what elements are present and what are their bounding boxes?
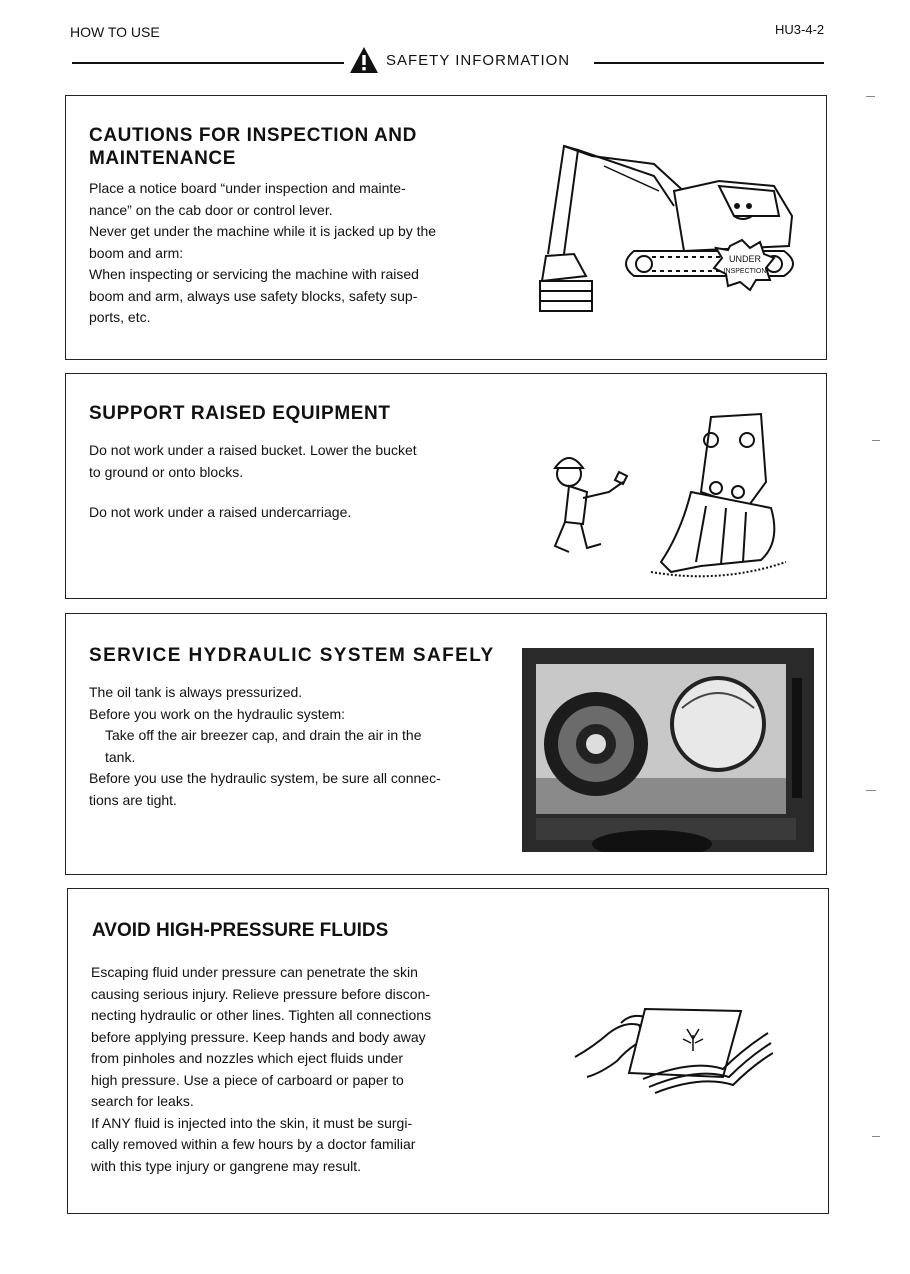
body-line: Before you work on the hydraulic system:: [89, 705, 346, 722]
section-service-hydraulic: [65, 613, 827, 875]
section-heading: SAFETY INFORMATION: [386, 52, 571, 69]
body-line-spacer: [89, 483, 417, 502]
body-line: high pressure. Use a piece of carboard or paper to: [91, 1071, 404, 1088]
body-line: boom and arm, always use safety blocks, safety sup-: [89, 287, 418, 304]
body-line: nance” on the cab door or control lever.: [89, 201, 333, 218]
section-title: [89, 124, 417, 170]
body-line: If ANY fluid is injected into the skin, it must be surgi-: [91, 1114, 413, 1131]
illustration-label: INSPECTION: [723, 268, 767, 275]
raised-bucket-illustration: [531, 412, 791, 582]
section-title: [89, 402, 391, 425]
section-support-raised-equipment: [65, 373, 827, 599]
body-line: The oil tank is always pressurized.: [89, 684, 303, 700]
leak-test-illustration: [573, 999, 773, 1095]
header-rule-left: [72, 62, 344, 64]
body-line: Place a notice board “under inspection and mainte-: [89, 180, 406, 196]
body-line: Take off the air breezer cap, and drain the air in the: [105, 727, 422, 743]
title-line: AVOID HIGH-PRESSURE FLUIDS: [92, 920, 389, 941]
body-line: from pinholes and nozzles which eject fluids under: [91, 1050, 404, 1066]
hydraulic-tank-photo: [522, 648, 814, 852]
section-body: [91, 962, 431, 1177]
body-line: tank.: [105, 748, 136, 765]
body-line: Do not work under a raised bucket. Lower the bucket: [89, 442, 417, 458]
section-body: [89, 682, 441, 811]
header-rule-right: [594, 62, 824, 64]
scan-mark: [866, 96, 875, 97]
title-line: MAINTENANCE: [89, 148, 236, 169]
body-line: Do not work under a raised undercarriage.: [89, 504, 352, 520]
scan-mark: [872, 1136, 880, 1137]
section-body: [89, 440, 417, 524]
scan-mark: [872, 440, 880, 441]
section-title: [92, 919, 388, 942]
body-line: Never get under the machine while it is jacked up by the: [89, 223, 437, 239]
title-line: CAUTIONS FOR INSPECTION AND: [89, 125, 417, 146]
excavator-illustration: [534, 136, 814, 316]
title-line: SERVICE HYDRAULIC SYSTEM SAFELY: [89, 645, 495, 666]
scan-mark: [866, 790, 876, 791]
section-body: [89, 178, 436, 329]
section-title: [89, 644, 495, 667]
section-inspection-maintenance: [65, 95, 827, 360]
title-line: SUPPORT RAISED EQUIPMENT: [89, 403, 391, 424]
body-line: ports, etc.: [89, 309, 151, 325]
body-line: with this type injury or gangrene may result.: [91, 1157, 362, 1174]
body-line: before applying pressure. Keep hands and body away: [91, 1028, 426, 1045]
header-left-label: HOW TO USE: [70, 24, 160, 40]
body-line: causing serious injury. Relieve pressure before discon-: [91, 985, 431, 1002]
body-line: Before you use the hydraulic system, be sure all connec-: [89, 770, 441, 786]
warning-triangle-icon: [349, 46, 379, 74]
illustration-label: UNDER: [728, 254, 762, 264]
body-line: tions are tight.: [89, 791, 177, 808]
body-line: search for leaks.: [91, 1093, 194, 1109]
body-line: to ground or onto blocks.: [89, 463, 244, 480]
section-high-pressure-fluids: [67, 888, 829, 1214]
body-line: When inspecting or servicing the machine with raised: [89, 266, 419, 282]
body-line: cally removed within a few hours by a doctor familiar: [91, 1136, 416, 1152]
page-number: HU3-4-2: [775, 22, 825, 37]
body-line: boom and arm:: [89, 244, 184, 261]
body-line: necting hydraulic or other lines. Tighten all connections: [91, 1007, 432, 1023]
body-line: Escaping fluid under pressure can penetrate the skin: [91, 964, 418, 980]
